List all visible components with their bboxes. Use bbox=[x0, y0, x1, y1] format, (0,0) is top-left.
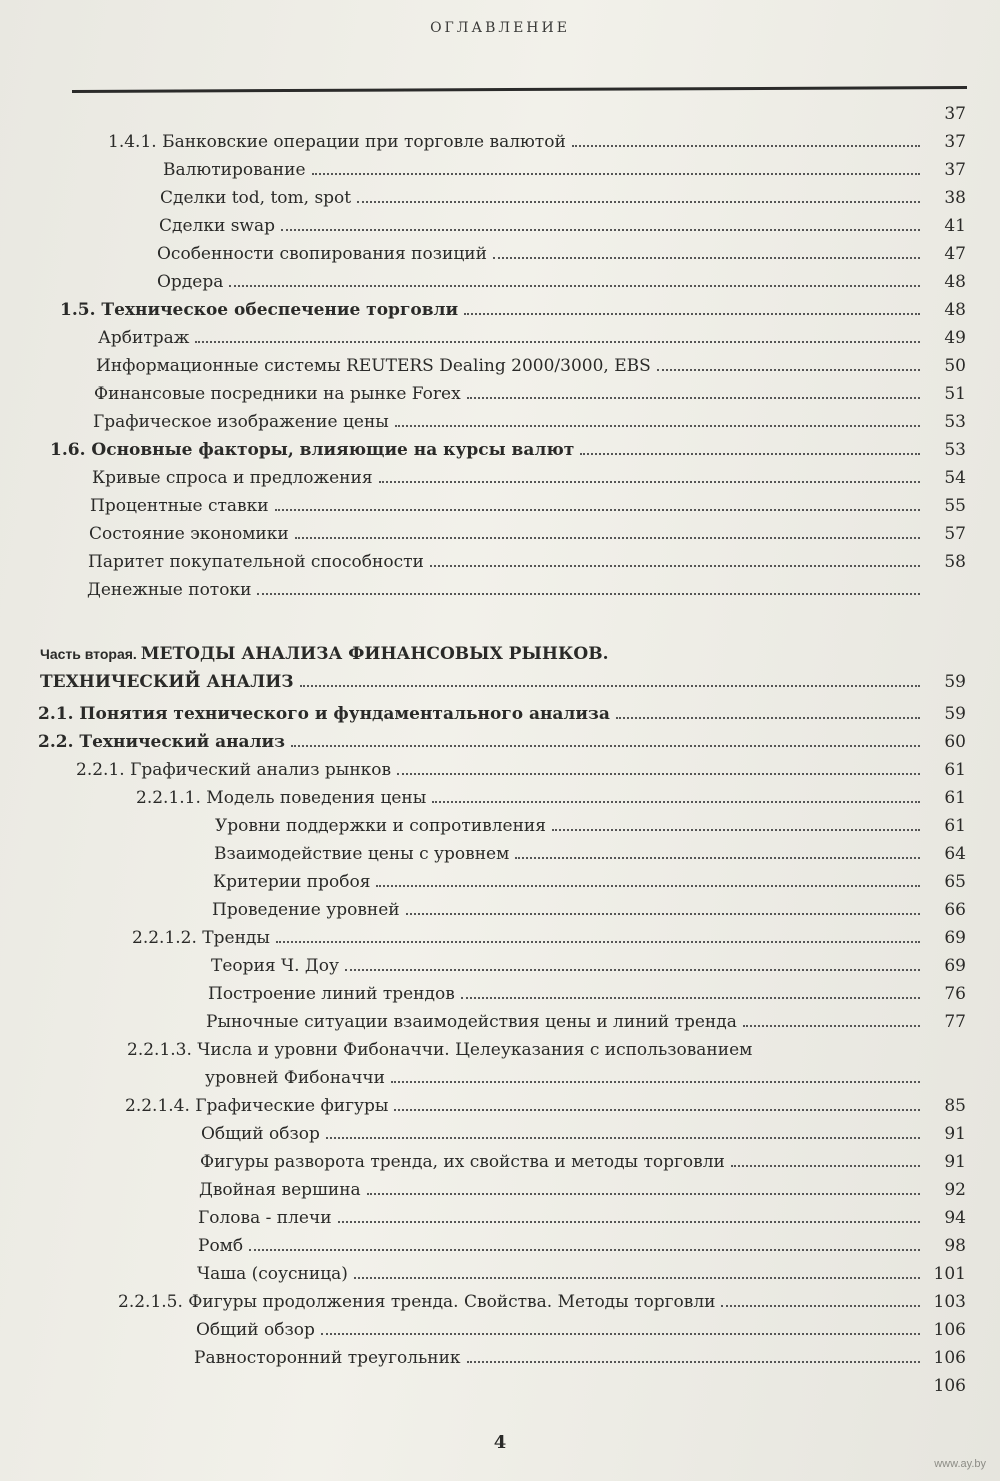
toc-entry-title: Банковские операции при торговле валютой bbox=[162, 132, 566, 152]
dot-leader bbox=[345, 968, 920, 971]
toc-entry-page: 91 bbox=[944, 1152, 966, 1172]
dot-leader bbox=[615, 658, 920, 659]
toc-entry bbox=[0, 636, 1000, 664]
toc-entry bbox=[0, 152, 1000, 180]
toc-entry-title: Графическое изображение цены bbox=[93, 412, 389, 432]
toc-entry-page: 57 bbox=[944, 524, 966, 544]
toc-entry-page: 59 bbox=[944, 672, 966, 692]
toc-entry-number: 1.5. bbox=[60, 300, 102, 320]
toc-entry-title: Состояние экономики bbox=[89, 524, 289, 544]
toc-entry-page: 94 bbox=[944, 1208, 966, 1228]
toc-entry-number: 2.2.1.5. bbox=[118, 1292, 189, 1312]
toc-entry bbox=[0, 836, 1000, 864]
toc-entry bbox=[0, 544, 1000, 572]
toc-entry-title: Фигуры продолжения тренда. Свойства. Методы торговли bbox=[188, 1292, 716, 1312]
toc-entry-title: Финансовые посредники на рынке Forex bbox=[94, 384, 461, 404]
toc-entry-title: Валютирование bbox=[163, 160, 306, 180]
toc-entry-page: 61 bbox=[944, 816, 966, 836]
toc-entry-title: Уровни поддержки и сопротивления bbox=[215, 816, 546, 836]
toc-entry bbox=[0, 292, 1000, 320]
toc-entry-title: Общий обзор bbox=[196, 1320, 315, 1340]
dot-leader bbox=[467, 396, 920, 399]
toc-entry-page: 58 bbox=[944, 552, 966, 572]
toc-entry-title: Взаимодействие цены с уровнем bbox=[214, 844, 510, 864]
toc-entry-title: Модель поведения цены bbox=[206, 788, 427, 808]
toc-entry bbox=[0, 460, 1000, 488]
toc-entry bbox=[0, 488, 1000, 516]
toc-entry bbox=[0, 1088, 1000, 1116]
dot-leader bbox=[379, 480, 920, 483]
toc-entry bbox=[0, 208, 1000, 236]
toc-entry-title: Технический анализ bbox=[79, 732, 286, 752]
toc-entry bbox=[0, 976, 1000, 1004]
dot-leader bbox=[300, 684, 920, 687]
toc-entry-title: Паритет покупательной способности bbox=[88, 552, 424, 572]
toc-entry bbox=[0, 664, 1000, 692]
toc-entry-number: 2.2.1.4. bbox=[125, 1096, 196, 1116]
toc-entry-number: Часть вторая. bbox=[40, 646, 141, 662]
toc-entry-title: Двойная вершина bbox=[199, 1180, 361, 1200]
dot-leader bbox=[6, 1390, 920, 1391]
dot-leader bbox=[743, 1024, 920, 1027]
toc-entry-number: 2.2.1.1. bbox=[136, 788, 207, 808]
toc-entry bbox=[0, 348, 1000, 376]
toc-entry-title: Фигуры разворота тренда, их свойства и методы торговли bbox=[200, 1152, 725, 1172]
toc-entry-page: 85 bbox=[944, 1096, 966, 1116]
toc-entry bbox=[0, 1368, 1000, 1396]
dot-leader bbox=[397, 772, 920, 775]
dot-leader bbox=[731, 1164, 920, 1167]
toc-entry bbox=[0, 1284, 1000, 1312]
dot-leader bbox=[406, 912, 920, 915]
toc-entry bbox=[0, 124, 1000, 152]
toc-entry-page: 65 bbox=[944, 872, 966, 892]
dot-leader bbox=[758, 1054, 920, 1055]
toc-entry bbox=[0, 1228, 1000, 1256]
toc-entry-page: 60 bbox=[944, 732, 966, 752]
toc-entry-page: 101 bbox=[933, 1264, 966, 1284]
toc-entry-page: 37 bbox=[944, 160, 966, 180]
toc-entry-number: 1.6. bbox=[50, 440, 92, 460]
toc-entry bbox=[0, 864, 1000, 892]
dot-leader bbox=[281, 228, 920, 231]
toc-entry-page: 106 bbox=[933, 1376, 966, 1396]
dot-leader bbox=[464, 312, 920, 315]
toc-entry-title: Кривые спроса и предложения bbox=[92, 468, 373, 488]
dot-leader bbox=[616, 716, 920, 719]
toc-entry-title: Арбитраж bbox=[98, 328, 190, 348]
dot-leader bbox=[572, 144, 920, 147]
toc-entry bbox=[0, 1312, 1000, 1340]
toc-entry-title: уровней Фибоначчи bbox=[205, 1068, 386, 1088]
toc-entry-page: 69 bbox=[944, 956, 966, 976]
toc-entry bbox=[0, 404, 1000, 432]
toc-entry bbox=[0, 724, 1000, 752]
toc-entry-page: 53 bbox=[944, 440, 966, 460]
toc-entry bbox=[0, 1200, 1000, 1228]
toc-entry-number: 2.1. bbox=[38, 704, 80, 724]
toc-entry-number: 2.2. bbox=[38, 732, 80, 752]
toc-entry bbox=[0, 1144, 1000, 1172]
toc-entry bbox=[0, 780, 1000, 808]
dot-leader bbox=[291, 744, 920, 747]
dot-leader bbox=[357, 200, 920, 203]
toc-entry-page: 64 bbox=[944, 844, 966, 864]
toc-entry-page: 61 bbox=[944, 760, 966, 780]
dot-leader bbox=[367, 1192, 920, 1195]
toc-entry-title: Ромб bbox=[198, 1236, 244, 1256]
toc-entry bbox=[0, 1116, 1000, 1144]
toc-entry bbox=[0, 1060, 1000, 1088]
dot-leader bbox=[229, 284, 920, 287]
toc-entry-title: Графический анализ рынков bbox=[130, 760, 392, 780]
dot-leader bbox=[394, 1108, 920, 1111]
dot-leader bbox=[338, 1220, 920, 1223]
toc-entry bbox=[0, 96, 1000, 124]
toc-entry-title: Теория Ч. Доу bbox=[211, 956, 339, 976]
dot-leader bbox=[657, 368, 920, 371]
toc-entry-page: 103 bbox=[933, 1292, 966, 1312]
toc-entry-page: 37 bbox=[944, 104, 966, 124]
toc-entry-title: МЕТОДЫ АНАЛИЗА ФИНАНСОВЫХ РЫНКОВ. bbox=[140, 644, 609, 664]
toc-entry bbox=[0, 320, 1000, 348]
dot-leader bbox=[257, 592, 920, 595]
toc-entry-page: 41 bbox=[944, 216, 966, 236]
toc-entry-page: 55 bbox=[944, 496, 966, 516]
toc-entry-title: Особенности свопирования позиций bbox=[157, 244, 487, 264]
dot-leader bbox=[376, 884, 920, 887]
dot-leader bbox=[276, 940, 920, 943]
watermark: www.ay.by bbox=[934, 1458, 986, 1470]
toc-entry-number: 2.2.1. bbox=[76, 760, 131, 780]
toc-entry-title: Равносторонний треугольник bbox=[194, 1348, 461, 1368]
toc-entry-title: Графические фигуры bbox=[195, 1096, 389, 1116]
toc-entry-title: Чаша (соусница) bbox=[197, 1264, 348, 1284]
toc-entry-title: Информационные системы REUTERS Dealing 2000/3000, EBS bbox=[96, 356, 651, 376]
toc-entry-title: Понятия технического и фундаментального анализа bbox=[79, 704, 610, 724]
toc-entry bbox=[0, 376, 1000, 404]
toc-entry bbox=[0, 1172, 1000, 1200]
toc-entry-title: Тренды bbox=[202, 928, 270, 948]
toc-entry-title: Проведение уровней bbox=[212, 900, 400, 920]
dot-leader bbox=[461, 996, 920, 999]
toc-entry bbox=[0, 572, 1000, 600]
dot-leader bbox=[493, 256, 920, 259]
toc-entry-title: ТЕХНИЧЕСКИЙ АНАЛИЗ bbox=[40, 672, 294, 692]
toc-entry-page: 92 bbox=[944, 1180, 966, 1200]
toc-entry-title: Голова - плечи bbox=[198, 1208, 332, 1228]
dot-leader bbox=[321, 1332, 920, 1335]
toc-entry bbox=[0, 180, 1000, 208]
toc-entry bbox=[0, 920, 1000, 948]
toc-entry bbox=[0, 1004, 1000, 1032]
toc-entry-page: 49 bbox=[944, 328, 966, 348]
toc-entry bbox=[0, 1340, 1000, 1368]
toc-entry bbox=[0, 696, 1000, 724]
dot-leader bbox=[515, 856, 920, 859]
toc-entry-page: 38 bbox=[944, 188, 966, 208]
table-of-contents bbox=[0, 96, 1000, 1396]
dot-leader bbox=[295, 536, 920, 539]
toc-entry-title: Техническое обеспечение торговли bbox=[101, 300, 459, 320]
dot-leader bbox=[354, 1276, 920, 1279]
toc-entry-page: 53 bbox=[944, 412, 966, 432]
dot-leader bbox=[312, 172, 920, 175]
toc-entry-page: 106 bbox=[933, 1320, 966, 1340]
dot-leader bbox=[395, 424, 920, 427]
dot-leader bbox=[391, 1080, 920, 1083]
dot-leader bbox=[275, 508, 920, 511]
dot-leader bbox=[430, 564, 920, 567]
toc-entry-title: Денежные потоки bbox=[87, 580, 252, 600]
toc-entry-title: Сделки tod, tom, spot bbox=[160, 188, 352, 208]
toc-entry-page: 47 bbox=[944, 244, 966, 264]
header-rule bbox=[72, 86, 967, 93]
toc-entry-title: Общий обзор bbox=[201, 1124, 320, 1144]
dot-leader bbox=[467, 1360, 920, 1363]
toc-entry-page: 59 bbox=[944, 704, 966, 724]
toc-entry bbox=[0, 752, 1000, 780]
toc-entry bbox=[0, 432, 1000, 460]
toc-entry bbox=[0, 948, 1000, 976]
page-header: ОГЛАВЛЕНИЕ bbox=[430, 20, 570, 36]
dot-leader bbox=[580, 452, 920, 455]
dot-leader bbox=[326, 1136, 920, 1139]
toc-entry-page: 66 bbox=[944, 900, 966, 920]
toc-entry bbox=[0, 516, 1000, 544]
dot-leader bbox=[6, 118, 920, 119]
dot-leader bbox=[552, 828, 920, 831]
toc-entry-title: Рыночные ситуации взаимодействия цены и линий тренда bbox=[206, 1012, 737, 1032]
toc-entry bbox=[0, 264, 1000, 292]
toc-entry-title: Числа и уровни Фибоначчи. Целеуказания с использованием bbox=[197, 1040, 753, 1060]
toc-entry-page: 98 bbox=[944, 1236, 966, 1256]
toc-entry-page: 48 bbox=[944, 272, 966, 292]
toc-entry-title: Ордера bbox=[157, 272, 224, 292]
toc-entry bbox=[0, 808, 1000, 836]
page-number: 4 bbox=[493, 1432, 507, 1453]
toc-entry-page: 77 bbox=[944, 1012, 966, 1032]
toc-entry bbox=[0, 236, 1000, 264]
toc-entry bbox=[0, 1256, 1000, 1284]
dot-leader bbox=[721, 1304, 920, 1307]
toc-entry-title: Сделки swap bbox=[159, 216, 275, 236]
toc-entry-number: 2.2.1.3. bbox=[127, 1040, 198, 1060]
toc-entry-page: 54 bbox=[944, 468, 966, 488]
toc-entry-page: 51 bbox=[944, 384, 966, 404]
toc-entry-page: 48 bbox=[944, 300, 966, 320]
toc-entry-title: Критерии пробоя bbox=[213, 872, 371, 892]
dot-leader bbox=[249, 1248, 920, 1251]
toc-entry-page: 106 bbox=[933, 1348, 966, 1368]
dot-leader bbox=[195, 340, 920, 343]
toc-entry-page: 91 bbox=[944, 1124, 966, 1144]
dot-leader bbox=[432, 800, 920, 803]
toc-entry-page: 37 bbox=[944, 132, 966, 152]
toc-entry-page: 76 bbox=[944, 984, 966, 1004]
toc-entry-title: Процентные ставки bbox=[90, 496, 269, 516]
toc-entry-number: 1.4.1. bbox=[108, 132, 163, 152]
toc-entry-title: Построение линий трендов bbox=[208, 984, 455, 1004]
toc-entry-number: 2.2.1.2. bbox=[132, 928, 203, 948]
toc-entry-page: 69 bbox=[944, 928, 966, 948]
toc-entry-title: Основные факторы, влияющие на курсы валют bbox=[91, 440, 575, 460]
toc-entry-page: 61 bbox=[944, 788, 966, 808]
toc-entry-page: 50 bbox=[944, 356, 966, 376]
toc-entry bbox=[0, 892, 1000, 920]
toc-entry bbox=[0, 1032, 1000, 1060]
